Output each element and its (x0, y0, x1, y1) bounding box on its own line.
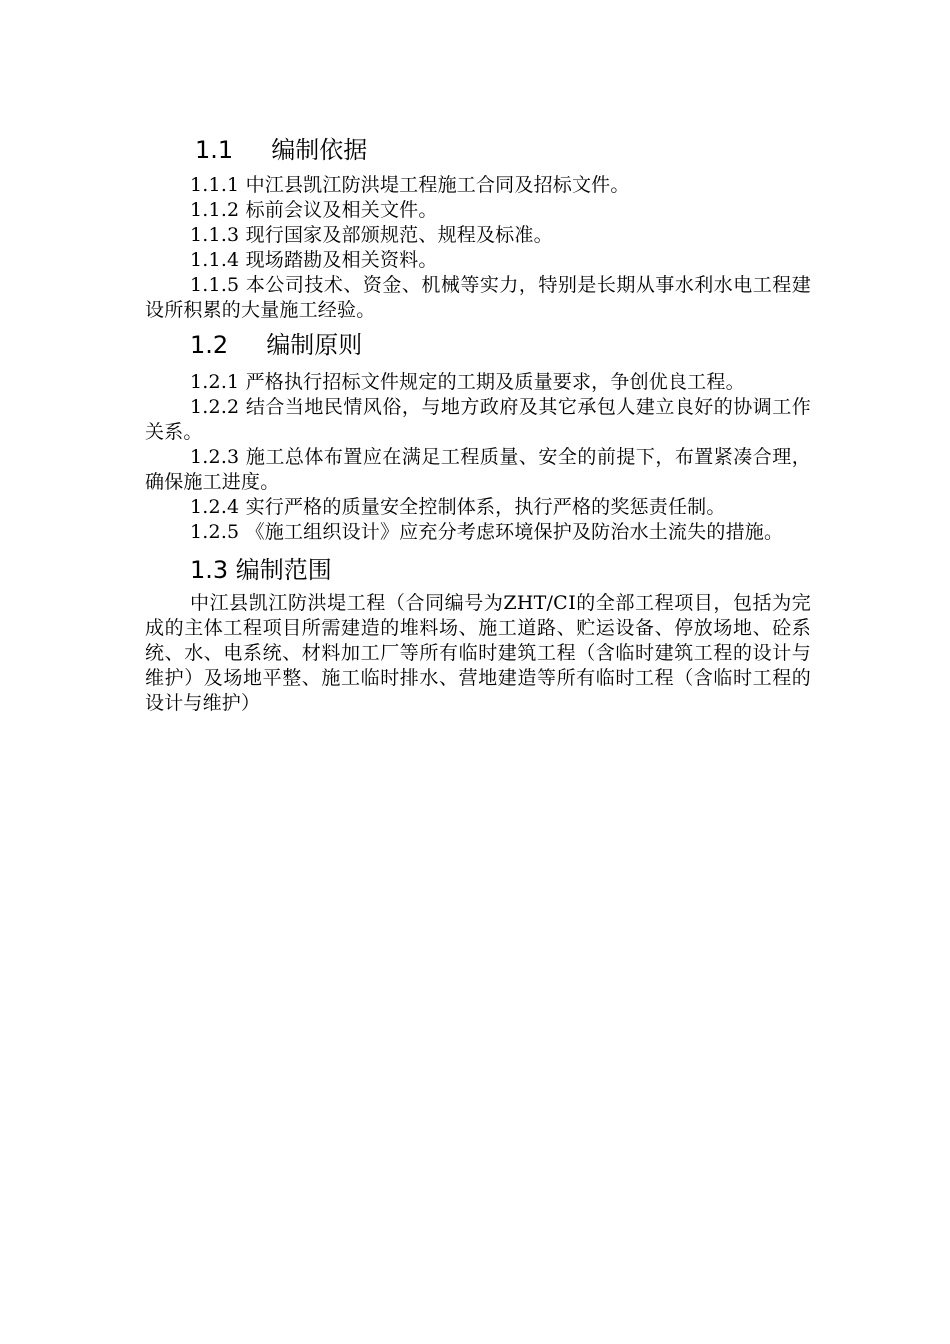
paragraph-1-1-2: 1.1.2 标前会议及相关文件。 (190, 199, 438, 221)
section-heading-basis: 1.1 编制依据 (195, 136, 368, 164)
paragraph-1-1-1: 1.1.1 中江县凯江防洪堤工程施工合同及招标文件。 (190, 174, 630, 196)
section-heading-principles: 1.2 编制原则 (190, 331, 363, 359)
paragraph-1-1-5: 1.1.5 本公司技术、资金、机械等实力，特别是长期从事水利水电工程建设所积累的大量施工经验。 (145, 274, 811, 321)
paragraph-1-2-2: 1.2.2 结合当地民情风俗，与地方政府及其它承包人建立良好的协调工作关系。 (145, 396, 811, 443)
section-heading-scope: 1.3 编制范围 (190, 556, 332, 584)
paragraph-1-2-5: 1.2.5 《施工组织设计》应充分考虑环境保护及防治水土流失的措施。 (190, 521, 784, 543)
paragraph-1-2-3: 1.2.3 施工总体布置应在满足工程质量、安全的前提下，布置紧凑合理，确保施工进度。 (145, 446, 811, 493)
spacer (145, 545, 811, 554)
paragraph-scope: 中江县凯江防洪堤工程（合同编号为ZHT/CⅠ的全部工程项目，包括为完成的主体工程项目所需建造的堆料场、施工道路、贮运设备、停放场地、砼系统、水、电系统、材料加工厂等所有临时建筑工程（含临时建筑工程的设计与维护）及场地平整、施工临时排水、营地建造等所有临时工程（含临时工程的设计与维护） (145, 592, 811, 714)
paragraph-1-1-4: 1.1.4 现场踏勘及相关资料。 (190, 249, 438, 271)
document-body (145, 134, 811, 716)
paragraph-1-2-1: 1.2.1 严格执行招标文件规定的工期及质量要求，争创优良工程。 (190, 371, 745, 393)
paragraph-1-2-4: 1.2.4 实行严格的质量安全控制体系，执行严格的奖惩责任制。 (190, 496, 726, 518)
paragraph-1-1-3: 1.1.3 现行国家及部颁规范、规程及标准。 (190, 224, 553, 246)
